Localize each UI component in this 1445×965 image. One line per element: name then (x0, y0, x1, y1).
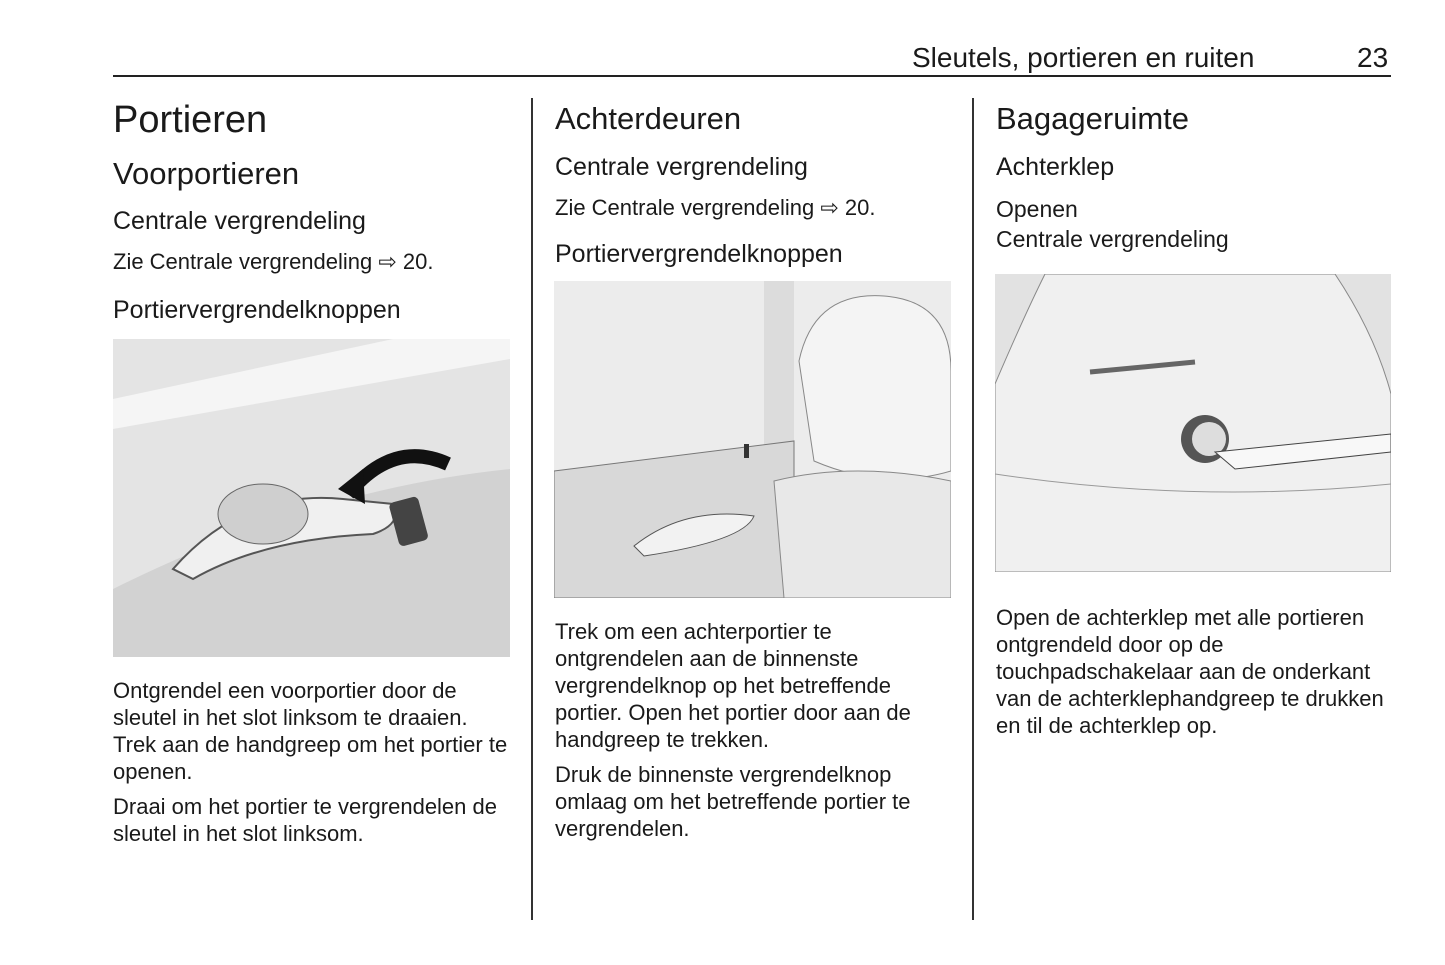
paragraph: Open de achterklep met alle portieren ontgrendeld door op de touchpadschakelaar aan de onderkant van de achterklephandgreep te drukken en til de achterklep op. (996, 605, 1384, 738)
column-divider (972, 98, 974, 920)
section-title: Bagageruimte (996, 101, 1190, 136)
chapter-title: Sleutels, portieren en ruiten (912, 42, 1255, 73)
page-number: 23 (1357, 42, 1389, 73)
section-title: Portieren (113, 99, 268, 141)
heading-central-locking: Centrale vergrendeling (996, 226, 1229, 252)
subsection-title: Voorportieren (113, 156, 300, 191)
paragraph: Ontgrendel een voorportier door de sleutel in het slot linksom te draaien. Trek aan de handgreep om het portier te openen. (113, 678, 508, 784)
heading-central-locking: Centrale vergrendeling (555, 153, 808, 181)
cross-reference: Zie Centrale vergrendeling ⇨ 20. (113, 249, 434, 274)
tailgate-illustration (995, 274, 1391, 572)
column-divider (531, 98, 533, 920)
paragraph: Druk de binnenste vergrendelknop omlaag om het betreffende portier te vergrendelen. (555, 762, 911, 841)
section-title: Achterdeuren (555, 101, 742, 136)
column-achterdeuren (555, 96, 953, 842)
paragraph: Trek om een achterportier te ontgrendelen aan de binnenste vergrendelknop op het betreffende portier. Open het portier door aan de handgreep te trekken. (555, 619, 911, 752)
heading-open: Openen (996, 196, 1078, 222)
heading-lock-buttons: Portiervergrendelknoppen (113, 296, 401, 324)
paragraph: Draai om het portier te vergrendelen de sleutel in het slot linksom. (113, 794, 497, 846)
column-bagageruimte (996, 96, 1394, 739)
heading-central-locking: Centrale vergrendeling (113, 207, 366, 235)
rear-door-lock-illustration (554, 281, 951, 598)
front-door-handle-illustration (113, 339, 510, 657)
header-rule (113, 75, 1391, 77)
column-portieren (113, 96, 511, 847)
heading-lock-buttons: Portiervergrendelknoppen (555, 240, 843, 268)
cross-reference: Zie Centrale vergrendeling ⇨ 20. (555, 195, 876, 220)
heading-tailgate: Achterklep (996, 153, 1115, 181)
